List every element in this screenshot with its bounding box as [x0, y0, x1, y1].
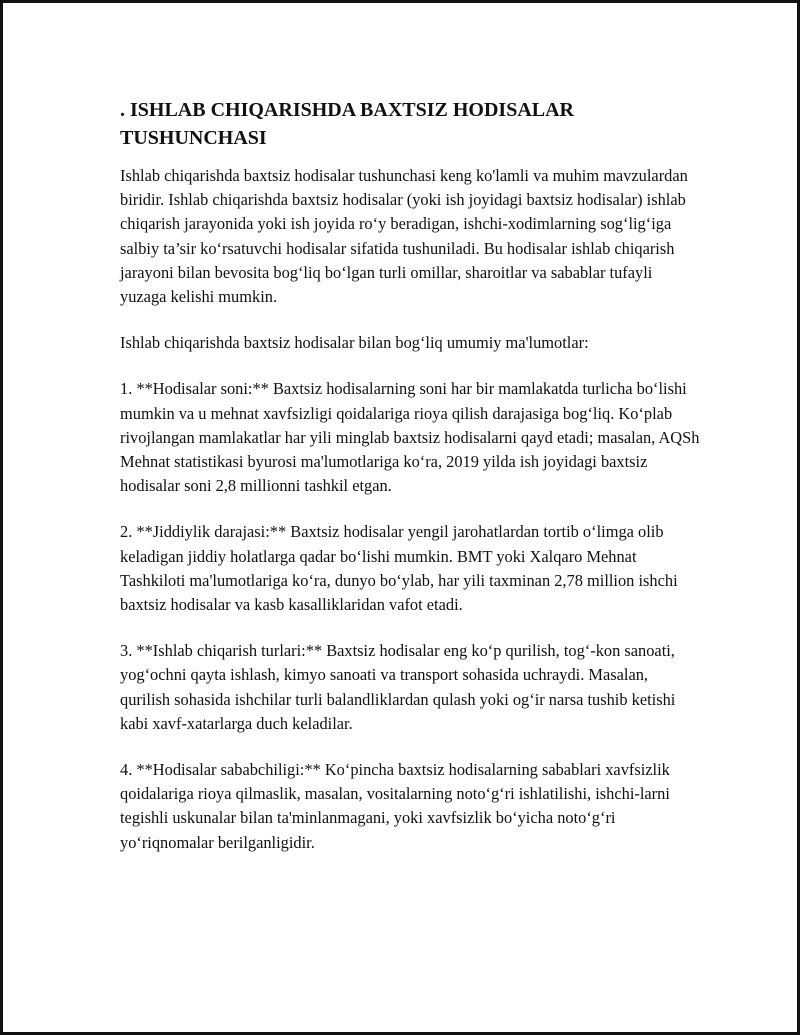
paragraph-item-4: 4. **Hodisalar sababchiligi:** Ko‘pincha baxtsiz hodisalarning sabablari xavfsizlik qoidalariga rioya qilmaslik, masalan, vositalarning noto‘g‘ri ishlatilishi, ishchi-larni tegishli uskunalar bilan ta'minlanmagani, yoki xavfsizlik bo‘yicha noto‘g‘ri yo‘riqnomalar berilganligidir.	[120, 760, 670, 852]
document-title: . ISHLAB CHIQARISHDA BAXTSIZ HODISALAR TUSHUNCHASI	[120, 99, 575, 149]
paragraph-intro: Ishlab chiqarishda baxtsiz hodisalar tushunchasi keng ko'lamli va muhim mavzulardan biridir. Ishlab chiqarishda baxtsiz hodisalar (yoki ish joyidagi baxtsiz hodisalar) ishlab chiqarish jarayonida yoki ish joyida ro‘y beradigan, ishchi-xodimlarning sog‘lig‘iga salbiy ta’sir ko‘rsatuvchi hodisalar sifatida tushuniladi. Bu hodisalar ishlab chiqarish jarayoni bilan bevosita bog‘liq bo‘lgan turli omillar, sharoitlar va sabablar tufayli yuzaga kelishi mumkin.	[120, 166, 688, 307]
paragraph-general-info: Ishlab chiqarishda baxtsiz hodisalar bilan bog‘liq umumiy ma'lumotlar:	[120, 333, 589, 353]
paragraph-item-3: 3. **Ishlab chiqarish turlari:** Baxtsiz hodisalar eng ko‘p qurilish, tog‘-kon sanoati, yog‘ochni qayta ishlash, kimyo sanoati va transport sohasida uchraydi. Masalan, qurilish sohasida ishchilar turli balandliklardan qulash yoki og‘ir narsa tushib ketishi kabi xavf-xatarlarga duch keladilar.	[120, 641, 676, 733]
paragraph-item-2: 2. **Jiddiylik darajasi:** Baxtsiz hodisalar yengil jarohatlardan tortib o‘limga olib keladigan jiddiy holatlarga qadar bo‘lishi mumkin. BMT yoki Xalqaro Mehnat Tashkiloti ma'lumotlariga ko‘ra, dunyo bo‘ylab, har yili taxminan 2,78 million ishchi baxtsiz hodisalar va kasb kasalliklaridan vafot etadi.	[120, 522, 678, 615]
document-body	[120, 96, 700, 855]
paragraph-item-1: 1. **Hodisalar soni:** Baxtsiz hodisalarning soni har bir mamlakatda turlicha bo‘lishi mumkin va u mehnat xavfsizligi qoidalariga rioya qilish darajasiga bog‘liq. Ko‘plab rivojlangan mamlakatlar har yili minglab baxtsiz hodisalarni qayd etadi; masalan, AQSh Mehnat statistikasi byurosi ma'lumotlariga ko‘ra, 2019 yilda ish joyidagi baxtsiz hodisalar soni 2,8 millionni tashkil etgan.	[120, 379, 700, 496]
